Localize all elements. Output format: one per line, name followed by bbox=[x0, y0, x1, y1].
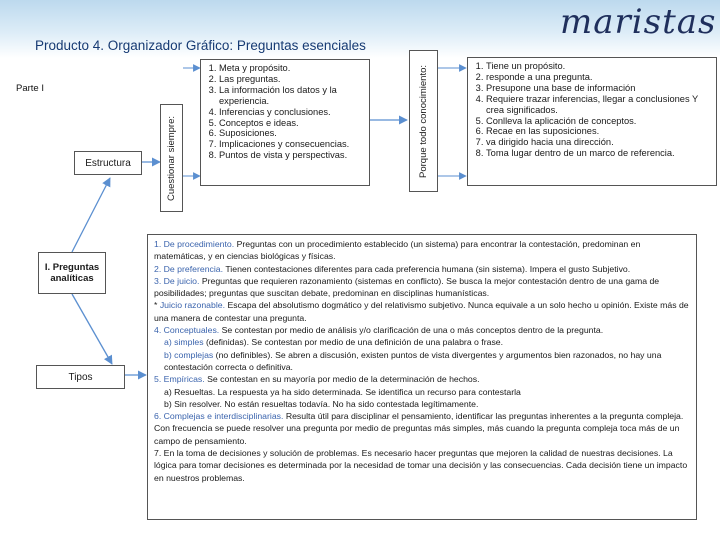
tipos-box bbox=[36, 365, 125, 389]
type-empiricas-sin-resolver: b) Sin resolver. No están resueltas todavía. No ha sido contestada legítimamente. bbox=[164, 398, 479, 409]
type-conceptuales-simples: a) simples (definidas). Se contestan por medio de una definición de una palabra o frase. bbox=[164, 337, 504, 348]
list-item: 2. Las preguntas. bbox=[219, 74, 365, 85]
type-procedimiento: 1. De procedimiento. Preguntas con un procedimiento establecido (un sistema) para encontrar la contestación, predominan en matemáticas, y en ciencias biológicas y físicas. bbox=[154, 239, 641, 262]
type-juicio-razonable: * Juicio razonable. Escapa del absolutismo dogmático y del relativismo subjetivo. Nunca equivale a un solo hecho u opinión. Existe más de una manera de contestar una pregunta. bbox=[154, 300, 689, 323]
root-label: I. Preguntas analíticas bbox=[44, 262, 100, 284]
type-preferencia: 2. De preferencia. Tienen contestaciones diferentes para cada preferencia humana (sin sistema). Impera el gusto Subjetivo. bbox=[154, 263, 631, 274]
type-empiricas: 5. Empíricas. Se contestan en su mayoría por medio de la determinación de hechos. bbox=[154, 374, 480, 385]
list-item: 2. responde a una pregunta. bbox=[486, 72, 712, 83]
list-item: 8. Puntos de vista y perspectivas. bbox=[219, 150, 365, 161]
section-label: Parte I bbox=[16, 83, 44, 94]
arrow-root-to-estructura bbox=[72, 178, 110, 252]
root-box bbox=[38, 252, 106, 294]
list-item: 1. Tiene un propósito. bbox=[486, 61, 712, 72]
list-item: 4. Requiere trazar inferencias, llegar a conclusiones Y crea significados. bbox=[486, 94, 712, 116]
cuestionar-label: Cuestionar siempre: bbox=[166, 115, 177, 201]
cuestionar-box bbox=[160, 104, 183, 212]
estructura-box bbox=[74, 151, 142, 175]
porque-label: Porque todo conocimiento: bbox=[418, 64, 429, 178]
list-item: 5. Conceptos e ideas. bbox=[219, 118, 365, 129]
list-item: 3. La información los datos y la experiencia. bbox=[219, 85, 365, 107]
porque-box bbox=[409, 50, 438, 192]
list-item: 3. Presupone una base de información bbox=[486, 83, 712, 94]
list-item: 6. Suposiciones. bbox=[219, 128, 365, 139]
list-item: 5. Conlleva la aplicación de conceptos. bbox=[486, 116, 712, 127]
list-item: 6. Recae en las suposiciones. bbox=[486, 126, 712, 137]
tipos-label: Tipos bbox=[68, 371, 93, 383]
list-item: 1. Meta y propósito. bbox=[219, 63, 365, 74]
list-item: 7. va dirigido hacia una dirección. bbox=[486, 137, 712, 148]
type-decisiones: 7. En la toma de decisiones y solución de problemas. Es necesario hacer preguntas que mejoren la calidad de nuestras decisiones. La lógica para tomar decisiones es determinada por la necesidad de tomar una decisión y las consecuencias. Cada decisión tiene un impacto en nuestros problemas. bbox=[154, 448, 688, 483]
elements-list-box bbox=[200, 59, 370, 186]
list-item: 7. Implicaciones y consecuencias. bbox=[219, 139, 365, 150]
page-title: Producto 4. Organizador Gráfico: Preguntas esenciales bbox=[35, 38, 366, 53]
list-item: 8. Toma lugar dentro de un marco de referencia. bbox=[486, 148, 712, 159]
type-juicio: 3. De juicio. Preguntas que requieren razonamiento (sistemas en conflicto). Se busca la mejor contestación dentro de una gama de posibilidades; preguntas que suscitan debate, predominan en disciplinas humanísticas. bbox=[154, 275, 660, 299]
knowledge-list bbox=[472, 61, 712, 159]
type-empiricas-resueltas: a) Resueltas. La respuesta ya ha sido determinada. Se identifica un recurso para contestarla bbox=[164, 386, 521, 397]
type-complejas: 6. Complejas e interdisciplinarias. Resulta útil para disciplinar el pensamiento, identificar las preguntas inherentes a la pregunta compleja. Con frecuencia se puede resolver una pregunta por medio de preguntas más simples, más cuando la pregunta compleja toca más de un campo de pensamiento. bbox=[154, 411, 684, 446]
knowledge-list-box bbox=[467, 57, 717, 186]
types-box bbox=[147, 234, 697, 520]
type-conceptuales-complejas: b) complejas (no definibles). Se abren a discusión, existen puntos de vista divergentes y argumentos bien razonados, no hay una contestación correcta o definitiva. bbox=[164, 349, 662, 372]
maristas-logo: maristas bbox=[560, 2, 717, 42]
type-conceptuales: 4. Conceptuales. Se contestan por medio de análisis y/o clarificación de una o más conceptos dentro de la pregunta. bbox=[154, 325, 604, 336]
elements-list bbox=[205, 63, 365, 161]
estructura-label: Estructura bbox=[85, 157, 131, 169]
list-item: 4. Inferencias y conclusiones. bbox=[219, 107, 365, 118]
arrow-root-to-tipos bbox=[72, 294, 112, 364]
